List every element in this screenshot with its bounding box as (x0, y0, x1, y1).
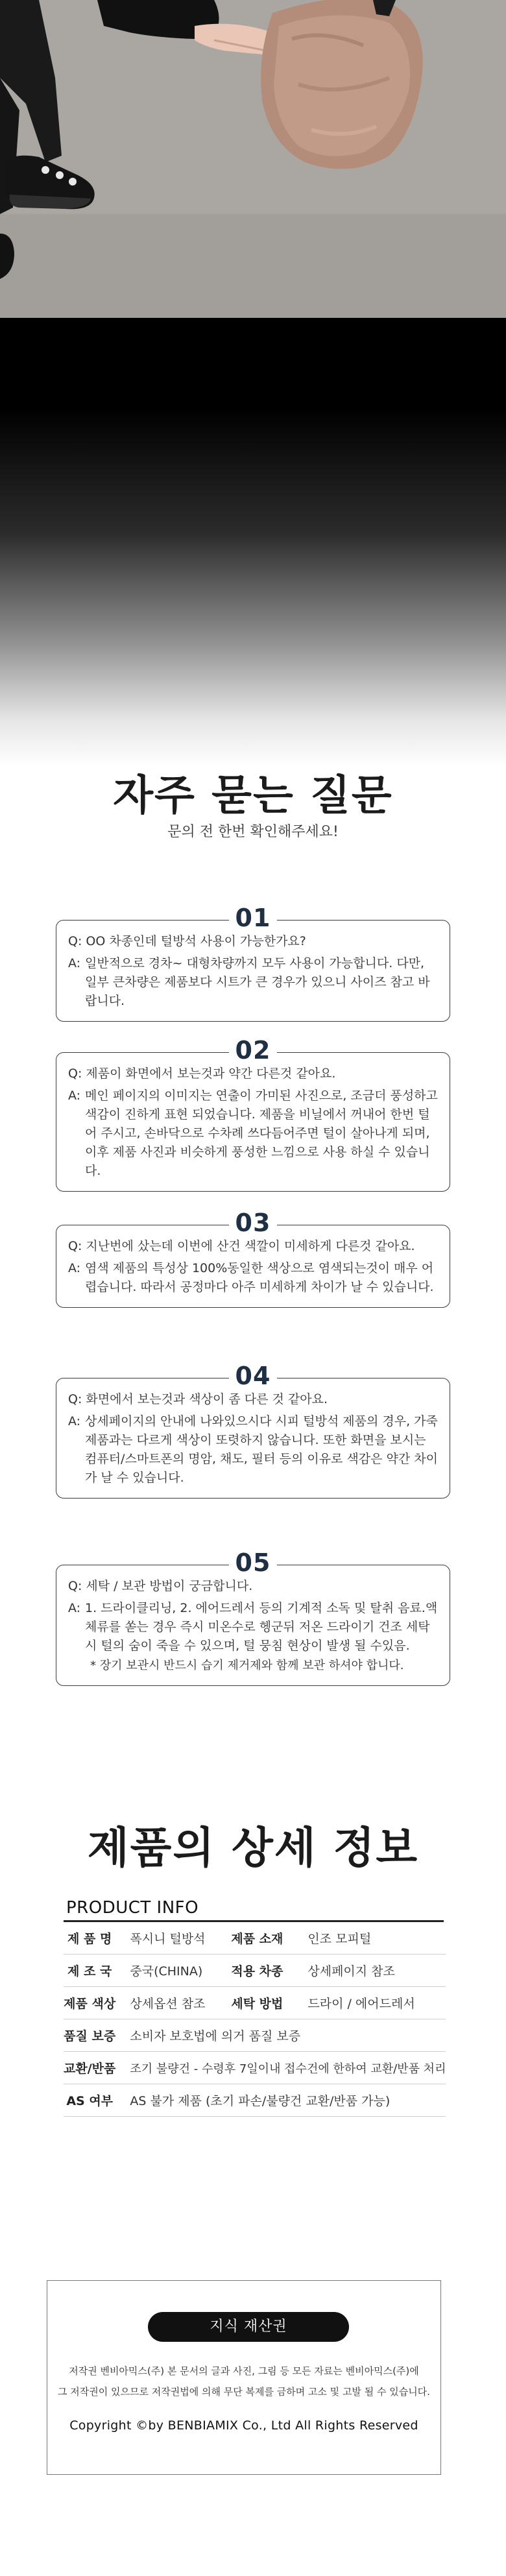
spec-value: 조기 불량건 - 수령후 7일이내 접수건에 한하여 교환/반품 처리 (115, 2052, 446, 2084)
copyright-box (47, 2280, 441, 2475)
table-row (64, 1987, 446, 2019)
faq-question: Q: 세탁 / 보관 방법이 궁금합니다. (68, 1579, 253, 1593)
table-row (64, 2052, 446, 2084)
spec-key: 제품 색상 (64, 1987, 115, 2019)
table-row (64, 1922, 446, 1955)
table-row (64, 2084, 446, 2117)
ip-badge: 지식 재산권 (148, 2312, 349, 2342)
answer-label: A: (68, 956, 81, 970)
spec-value: 상세페이지 참조 (293, 1955, 446, 1987)
answer-label: A: (68, 1089, 81, 1103)
table-row (64, 1955, 446, 1987)
faq-question: Q: 지난번에 샀는데 이번에 산건 색깔이 미세하게 다른것 같아요. (68, 1239, 415, 1253)
spec-key: 교환/반품 (64, 2052, 115, 2084)
spec-value: 상세옵션 참조 (115, 1987, 221, 2019)
product-info-table (64, 1922, 446, 2117)
photo-illustration (0, 0, 506, 318)
spec-key: 제 조 국 (64, 1955, 115, 1987)
faq-question: Q: 화면에서 보는것과 색상이 좀 다른 것 같아요. (68, 1392, 328, 1406)
faq-number: 05 (229, 1548, 278, 1577)
detail-title: 제품의 상세 정보 (87, 1823, 419, 1873)
spec-key: AS 여부 (64, 2084, 115, 2117)
table-row (64, 2019, 446, 2052)
faq-answer: 상세페이지의 안내에 나와있으시다 시피 털방석 제품의 경우, 가죽 제품과는 다르게 색상이 또렷하지 않습니다. 또한 화면을 보시는 컴퓨터/스마트폰의 명암, 채도, 필터 등의 이유로 색감은 약간 차이가 날 수 있습니다. (85, 1414, 439, 1485)
faq-answer: 메인 페이지의 이미지는 연출이 가미된 사진으로, 조금더 풍성하고 색감이 진하게 표현 되었습니다. 제품을 비닐에서 꺼내어 한번 털어 주시고, 손바닥으로 수차례 쓰다듬어주면 털이 살아나게 되며, 이후 제품 사진과 비슷하게 풍성한 느낌으로 사용 하실 수 있습니다. (85, 1089, 438, 1178)
copyright-notice-line: 저작권 벤비아믹스(주) 본 문서의 글과 사진, 그림 등 모든 자료는 벤비아믹스(주)에 (69, 2365, 419, 2377)
spec-key: 제 품 명 (64, 1922, 115, 1955)
spec-value: 드라이 / 에어드레서 (293, 1987, 446, 2019)
spec-key: 세탁 방법 (221, 1987, 293, 2019)
faq-item (56, 1036, 450, 1192)
faq-number: 02 (229, 1036, 278, 1065)
spec-value: 소비자 보호법에 의거 품질 보증 (115, 2019, 446, 2052)
answer-label: A: (68, 1601, 81, 1615)
spec-value: AS 불가 제품 (초기 파손/불량건 교환/반품 가능) (115, 2084, 446, 2117)
product-photo (0, 0, 506, 318)
faq-item (56, 904, 450, 1022)
faq-answer: 일반적으로 경차~ 대형차량까지 모두 사용이 가능합니다. 다만, 일부 큰차량은 제품보다 시트가 큰 경우가 있으니 사이즈 참고 바랍니다. (85, 956, 430, 1008)
faq-item (56, 1209, 450, 1308)
spec-value: 인조 모피털 (293, 1922, 446, 1955)
answer-label: A: (68, 1414, 81, 1428)
storage-note: * 장기 보관시 반드시 습기 제거제와 함께 보관 하셔야 합니다. (90, 1659, 404, 1672)
faq-question: Q: OO 차종인데 털방석 사용이 가능한가요? (68, 934, 306, 948)
faq-subtitle: 문의 전 한번 확인해주세요! (167, 824, 339, 840)
product-info-heading: PRODUCT INFO (66, 1898, 199, 1918)
faq-number: 01 (229, 904, 278, 932)
faq-item (56, 1362, 450, 1499)
answer-label: A: (68, 1261, 81, 1275)
copyright-notice-line: 그 저작권이 있으므로 저작권법에 의해 무단 복제를 금하며 고소 및 고발 될 수 있습니다. (58, 2386, 430, 2398)
spec-key: 품질 보증 (64, 2019, 115, 2052)
gradient-fade (0, 318, 506, 765)
faq-item (56, 1548, 450, 1686)
copyright-text: Copyright ©by BENBIAMIX Co., Ltd All Rights Reserved (69, 2418, 418, 2433)
spec-value: 중국(CHINA) (115, 1955, 221, 1987)
faq-number: 03 (229, 1209, 278, 1237)
faq-question: Q: 제품이 화면에서 보는것과 약간 다른것 같아요. (68, 1066, 336, 1081)
spec-key: 적용 차종 (221, 1955, 293, 1987)
spec-key: 제품 소재 (221, 1922, 293, 1955)
faq-number: 04 (229, 1362, 278, 1390)
faq-answer: 염색 제품의 특성상 100%동일한 색상으로 염색되는것이 매우 어렵습니다. 따라서 공정마다 아주 미세하게 차이가 날 수 있습니다. (85, 1261, 434, 1294)
faq-answer: 1. 드라이클리닝, 2. 에어드레서 등의 기계적 소독 및 탈취 음료.액체류를 쏟는 경우 즉시 미온수로 헹군뒤 저온 드라이기 건조 세탁시 털의 숨이 죽을 수 있으며, 털 뭉침 현상이 발생 될 수있음. (85, 1601, 438, 1653)
faq-title: 자주 묻는 질문 (113, 772, 393, 820)
spec-value: 폭시니 털방석 (115, 1922, 221, 1955)
